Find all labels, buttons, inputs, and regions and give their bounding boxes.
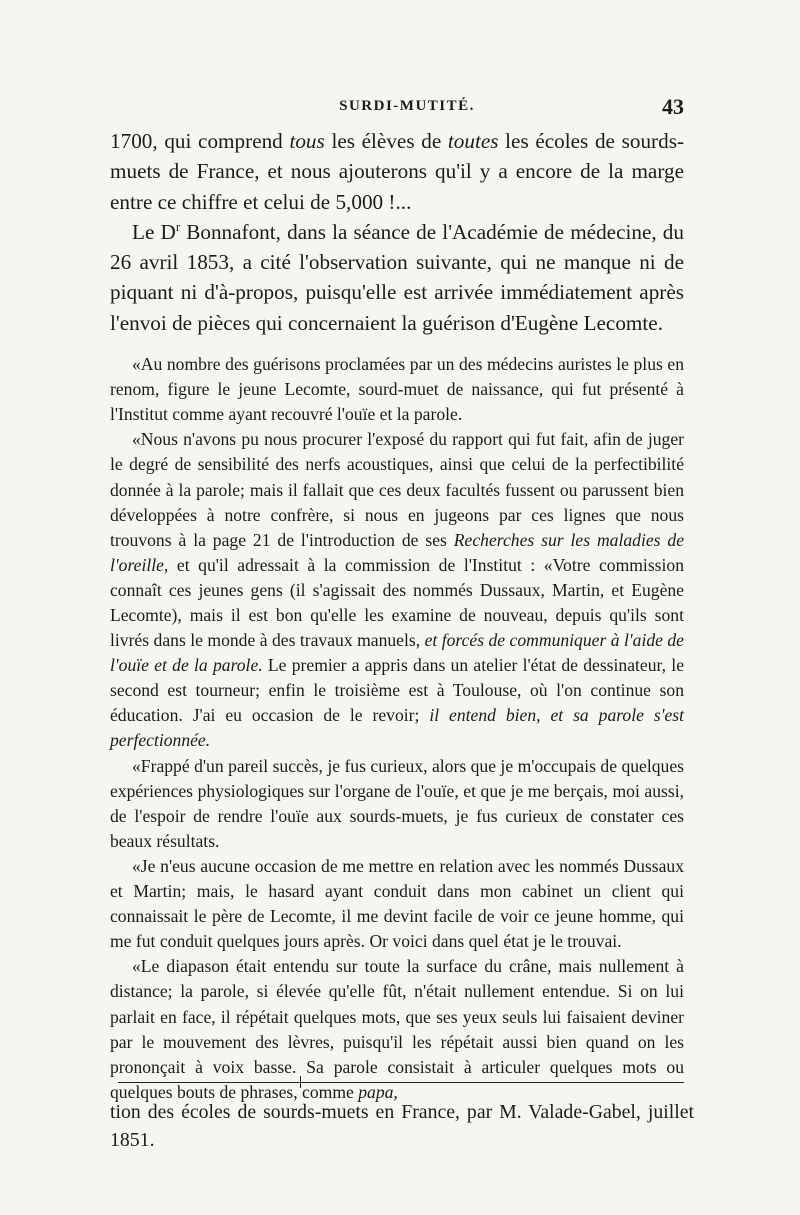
quote-2-text-a: «Nous n'avons pu nous procurer l'exposé du rapport qui fut fait, afin de juger le degré de sensibilité des nerfs acoustiques, ainsi que celui de la perfectibilité donnée à la parole; mais il fallait que ces deux facultés fussent ou parussent bien développées à notre confrère, si nous en jugeons par ces lignes que nous trouvons à la page 21 de l'introduction de ses — [110, 429, 684, 550]
quote-paragraph-2 — [110, 427, 684, 753]
page-content — [110, 94, 685, 1105]
separator-tick — [300, 1076, 301, 1088]
paragraph-2-text-b: Bonnafont, dans la séance de l'Académie de médecine, du 26 avril 1853, a cité l'observation suivante, qui ne manque ni de piquant ni d'à-propos, puisqu'elle est arrivée immédiatement après l'envoi de pièces qui concernaient la guérison d'Eugène Lecomte. — [110, 219, 684, 335]
quote-paragraph-3: «Frappé d'un pareil succès, je fus curieux, alors que je m'occupais de quelques expériences physiologiques sur l'organe de l'ouïe, et que je me berçais, moi aussi, de l'espoir de rendre l'ouïe aux sourds-muets, je fus curieux de constater ces beaux résultats. — [110, 755, 684, 851]
running-title: SURDI-MUTITÉ. — [339, 98, 475, 114]
paragraph-2-superscript: r — [175, 219, 181, 234]
quote-5-emphasis-papa: papa, — [358, 1081, 398, 1102]
footnote-separator — [118, 1074, 684, 1090]
body-text — [110, 126, 684, 338]
paragraph-1-text-c: les élèves de — [324, 129, 448, 153]
paragraph-2 — [110, 217, 684, 338]
paragraph-1 — [110, 126, 684, 217]
quote-2-emphasis-d: et forcés de communiquer à l'aide de l'ouïe et de la parole. — [110, 630, 684, 676]
quote-2-text-e: Le premier a appris dans un atelier l'état de dessinateur, le second est tourneur; enfin le troisième est à Toulouse, où l'on continue son éducation. J'ai eu occasion de le revoir; — [110, 655, 685, 726]
quote-2-emphasis-f: il entend bien, et sa parole s'est perfectionnée. — [110, 705, 685, 751]
quote-paragraph-4: «Je n'eus aucune occasion de me mettre en relation avec les nommés Dussaux et Martin; mais, le hasard ayant conduit dans mon cabinet un client qui connaissait le père de Lecomte, il me devint facile de voir ce jeune homme, qui me fut conduit quelques jours après. Or voici dans quel état je le trouvai. — [110, 855, 684, 952]
paragraph-1-text-a: 1700, qui comprend — [110, 129, 290, 153]
paragraph-1-emphasis-toutes: toutes — [447, 129, 499, 153]
footnote: tion des écoles de sourds-muets en France, par M. Valade-Gabel, juillet 1851. — [110, 1101, 694, 1151]
quote-2-book-title: Recherches sur les maladies de l'oreille, — [110, 529, 684, 575]
page-number: 43 — [662, 94, 684, 119]
paragraph-1-emphasis-tous: tous — [289, 129, 325, 153]
quote-2-text-c: et qu'il adressait à la commission de l'Institut : «Votre commission connaît ces jeunes gens (il s'agissait des nommés Dussaux, Martin, et Eugène Lecomte), mais il est bon qu'elle les examine de nouveau, depuis qu'ils sont livrés dans le monde à des travaux manuels, — [110, 554, 684, 651]
quotation-block — [110, 352, 684, 1105]
paragraph-2-text-a: Le D — [132, 219, 176, 244]
paragraph-1-text-e: les écoles de sourds-muets de France, et nous ajouterons qu'il y a encore de la marge entre ce chiffre et celui de 5,000 !... — [110, 129, 685, 214]
running-head — [110, 94, 684, 126]
separator-rule — [118, 1082, 684, 1083]
quote-5-text-a: «Le diapason était entendu sur toute la surface du crâne, mais nullement à distance; la parole, si élevée qu'elle fût, n'était nullement entendue. Si on lui parlait en face, il répétait quelques mots, que ses yeux seuls lui faisaient deviner par le mouvement des lèvres, puisqu'il les répétait aussi bien quand on les prononçait à voix basse. Sa parole consistait à articuler quelques mots ou quelques bouts de phrases, comme — [110, 956, 684, 1102]
quote-paragraph-1: «Au nombre des guérisons proclamées par un des médecins auristes le plus en renom, figure le jeune Lecomte, sourd-muet de naissance, qui fut présenté à l'Institut comme ayant recouvré l'ouïe et la parole. — [110, 354, 684, 425]
